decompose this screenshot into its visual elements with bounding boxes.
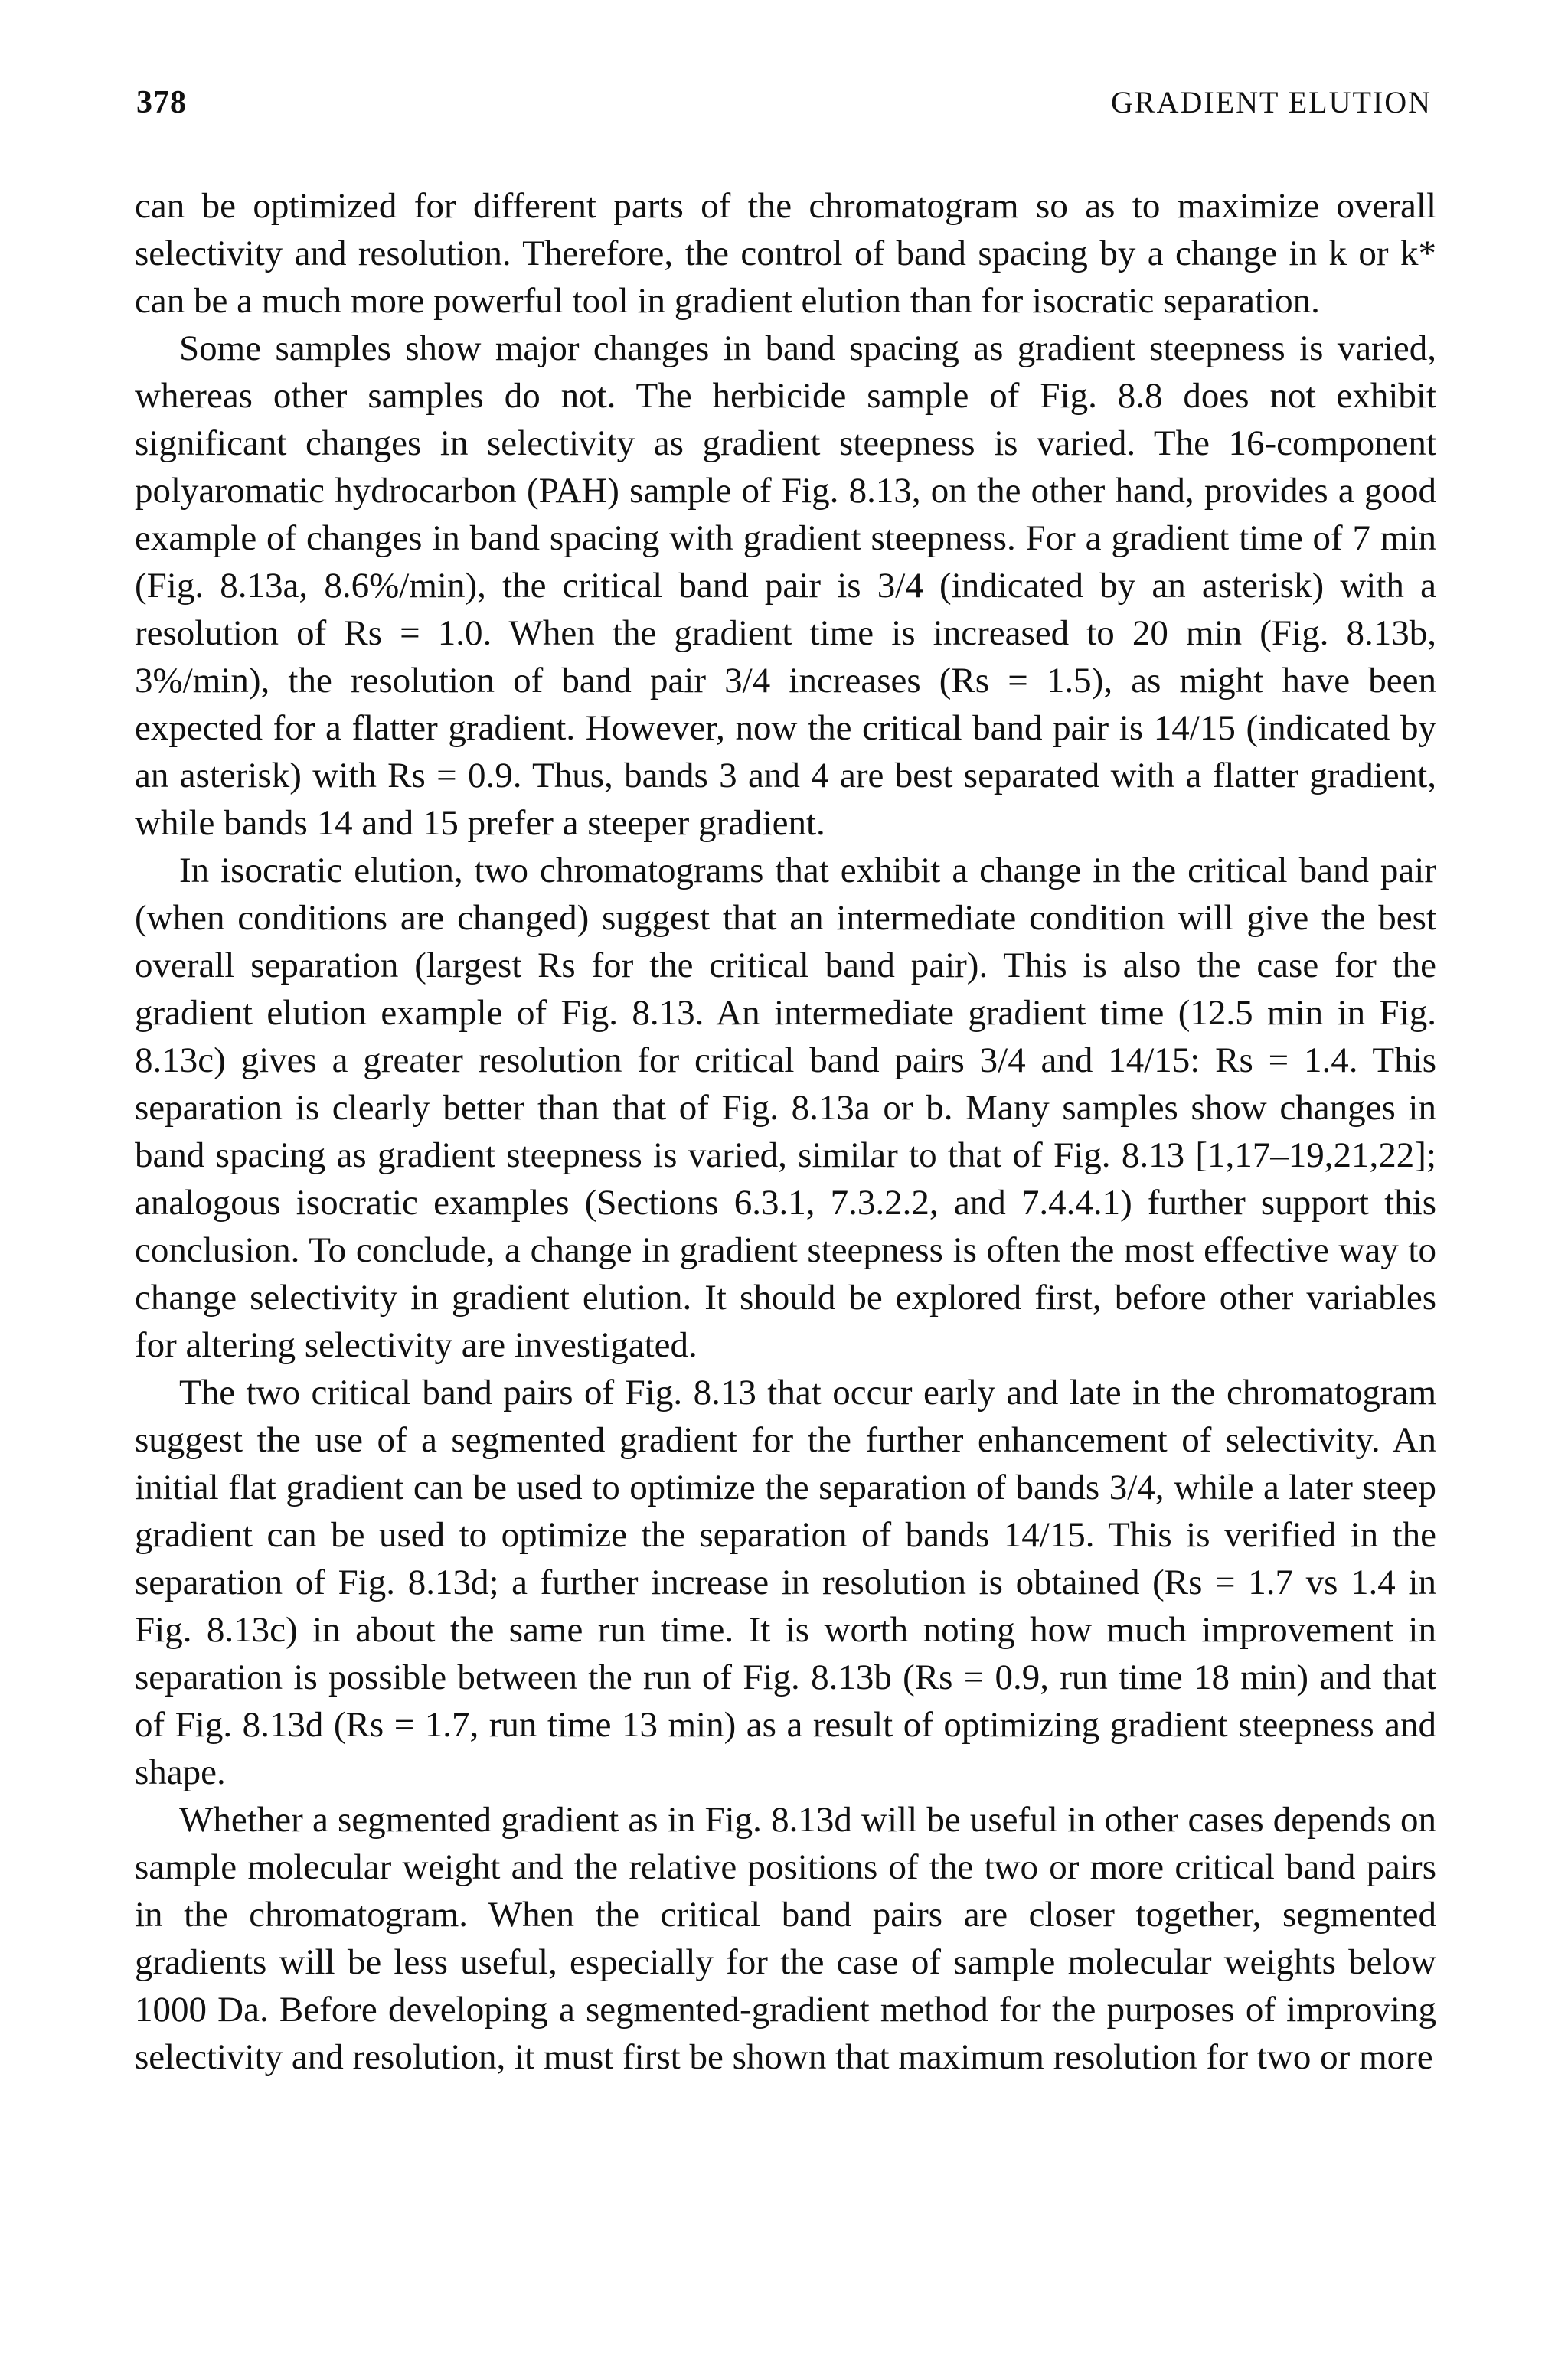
paragraph-isocratic-elution: In isocratic elution, two chromatograms that exhibit a change in the critical band pair (when conditions are changed) suggest that an intermediate condition will give the best overall separation (largest Rs for the critical band pair). This is also the case for the gradient elution example of Fig. 8.13. An intermediate gradient time (12.5 min in Fig. 8.13c) gives a greater resolution for critical band pairs 3/4 and 14/15: Rs = 1.4. This separation is clearly better than that of Fig. 8.13a or b. Many samples show changes in band spacing as gradient steepness is varied, similar to that of Fig. 8.13 [1,17–19,21,22]; analogous isocratic examples (Sections 6.3.1, 7.3.2.2, and 7.4.4.1) further support this conclusion. To conclude, a change in gradient steepness is often the most effective way to change selectivity in gradient elution. It should be explored first, before other variables for altering selectivity are investigated.: [135, 851, 1436, 1365]
chapter-title: GRADIENT ELUTION: [1111, 85, 1432, 119]
paragraph-molecular-weight: Whether a segmented gradient as in Fig. 8.13d will be useful in other cases depends on sample molecular weight and the relative positions of the two or more critical band pairs in the chromatogram. When the critical band pairs are closer together, segmented gradients will be less useful, especially for the case of sample molecular weights below 1000 Da. Before developing a segmented-gradient method for the purposes of improving selectivity and resolution, it must first be shown that maximum resolution for two or more: [135, 1800, 1436, 2077]
running-head: [136, 84, 1432, 130]
body-text: [135, 182, 1436, 2081]
paragraph-segmented-gradient: The two critical band pairs of Fig. 8.13 that occur early and late in the chromatogram suggest the use of a segmented gradient for the further enhancement of selectivity. An initial flat gradient can be used to optimize the separation of bands 3/4, while a later steep gradient can be used to optimize the separation of bands 14/15. This is verified in the separation of Fig. 8.13d; a further increase in resolution is obtained (Rs = 1.7 vs 1.4 in Fig. 8.13c) in about the same run time. It is worth noting how much improvement in separation is possible between the run of Fig. 8.13b (Rs = 0.9, run time 18 min) and that of Fig. 8.13d (Rs = 1.7, run time 13 min) as a result of optimizing gradient steepness and shape.: [135, 1373, 1436, 1792]
page-number: 378: [136, 85, 187, 120]
paragraph-band-spacing: Some samples show major changes in band spacing as gradient steepness is varied, whereas other samples do not. The herbicide sample of Fig. 8.8 does not exhibit significant changes in selectivity as gradient steepness is varied. The 16-component polyaromatic hydrocarbon (PAH) sample of Fig. 8.13, on the other hand, provides a good example of changes in band spacing with gradient steepness. For a gradient time of 7 min (Fig. 8.13a, 8.6%/min), the critical band pair is 3/4 (indicated by an asterisk) with a resolution of Rs = 1.0. When the gradient time is increased to 20 min (Fig. 8.13b, 3%/min), the resolution of band pair 3/4 increases (Rs = 1.5), as might have been expected for a flatter gradient. However, now the critical band pair is 14/15 (indicated by an asterisk) with Rs = 0.9. Thus, bands 3 and 4 are best separated with a flatter gradient, while bands 14 and 15 prefer a steeper gradient.: [135, 328, 1436, 843]
paragraph-continued: can be optimized for different parts of the chromatogram so as to maximize overall selectivity and resolution. Therefore, the control of band spacing by a change in k or k* can be a much more powerful tool in gradient elution than for isocratic separation.: [135, 186, 1436, 321]
